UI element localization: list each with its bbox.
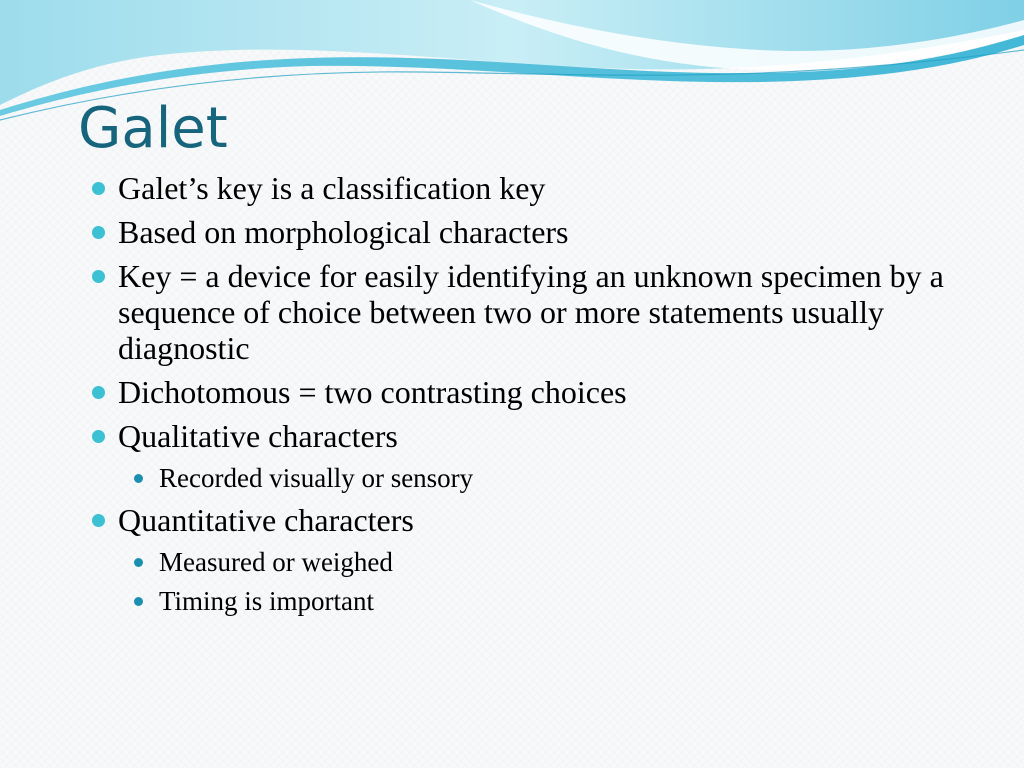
- bullet-dot-icon: [92, 430, 105, 443]
- sub-bullet-text: Measured or weighed: [159, 547, 393, 577]
- sub-bullet-text: Recorded visually or sensory: [159, 463, 474, 493]
- sub-bullet-dot-icon: [134, 558, 143, 567]
- bullet-item: [90, 170, 990, 206]
- bullet-text: Dichotomous = two contrasting choices: [118, 374, 627, 410]
- sub-bullet-item: [118, 585, 990, 617]
- bullet-dot-icon: [92, 386, 105, 399]
- sub-bullet-list: [118, 546, 990, 617]
- bullet-item: [90, 418, 990, 494]
- sub-bullet-dot-icon: [134, 597, 143, 606]
- bullet-text: Based on morphological characters: [118, 214, 569, 250]
- bullet-dot-icon: [92, 182, 105, 195]
- bullet-dot-icon: [92, 514, 105, 527]
- bullet-item: [90, 258, 990, 366]
- bullet-text: Qualitative characters: [118, 418, 398, 454]
- slide-title: Galet: [78, 96, 228, 161]
- sub-bullet-item: [118, 546, 990, 578]
- bullet-item: [90, 502, 990, 617]
- sub-bullet-text: Timing is important: [159, 586, 375, 616]
- bullet-item: [90, 374, 990, 410]
- bullet-dot-icon: [92, 270, 105, 283]
- sub-bullet-dot-icon: [134, 474, 143, 483]
- slide-content: [90, 170, 990, 625]
- bullet-list: [90, 170, 990, 617]
- bullet-item: [90, 214, 990, 250]
- sub-bullet-list: [118, 462, 990, 494]
- bullet-text: Quantitative characters: [118, 502, 414, 538]
- bullet-text: Galet’s key is a classification key: [118, 170, 546, 206]
- sub-bullet-item: [118, 462, 990, 494]
- bullet-dot-icon: [92, 226, 105, 239]
- bullet-text: Key = a device for easily identifying an unknown specimen by a sequence of choice between two or more statements usually diagnostic: [118, 258, 944, 366]
